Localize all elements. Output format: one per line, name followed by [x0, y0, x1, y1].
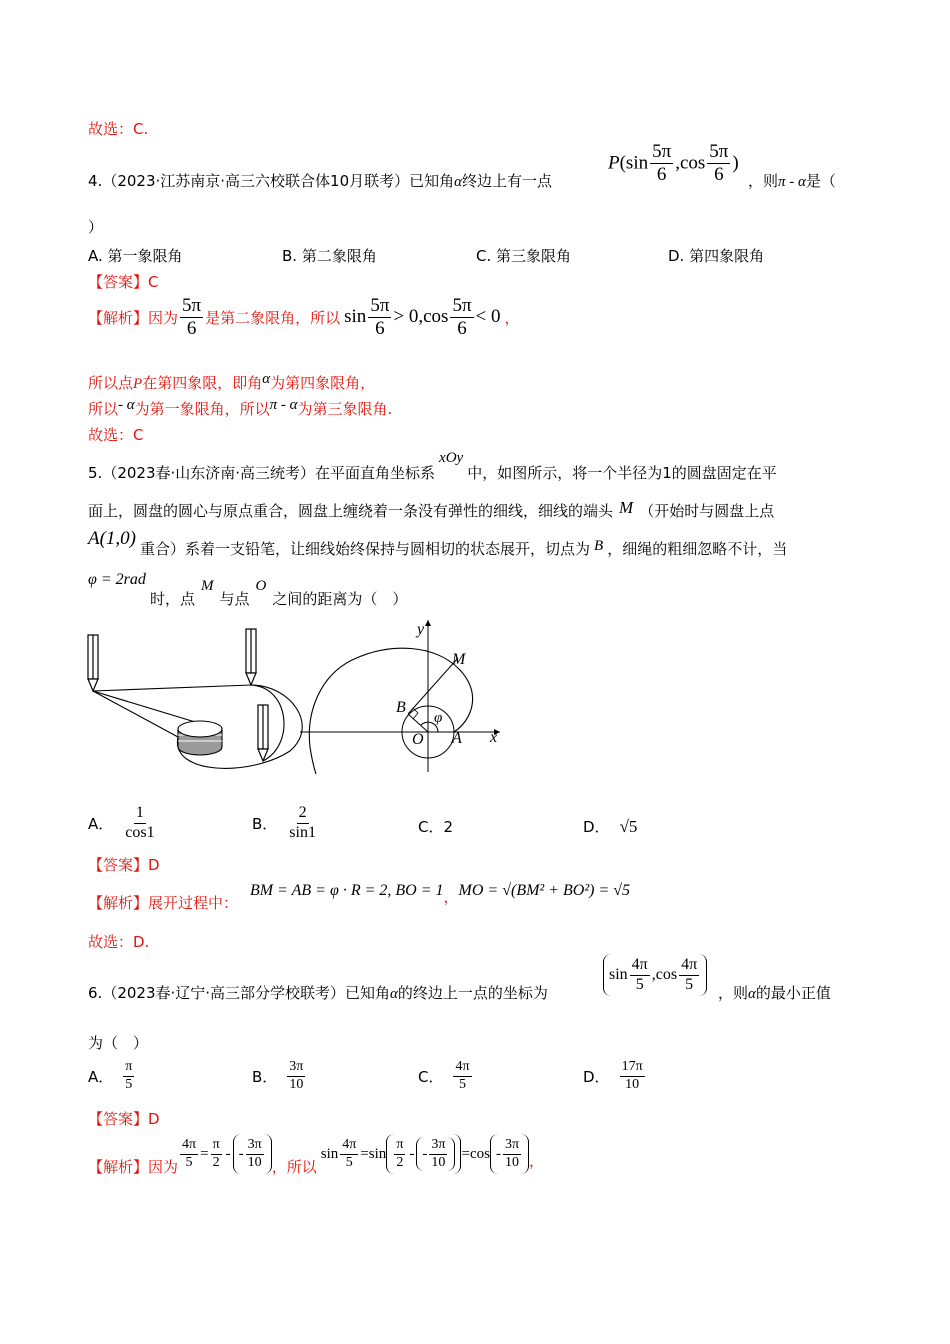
q5-option-b: B． $\frac{2}{\sin 1}$ — [252, 803, 316, 841]
q4-sin: (sin — [619, 152, 649, 174]
q5-M: M — [619, 498, 634, 517]
q4-exp-sin: sin — [344, 306, 367, 327]
q4-stem-b: 终边上有一点 — [462, 172, 553, 190]
q4-line2-alpha: α — [262, 371, 271, 387]
q6-answer: 【答案】D — [88, 1110, 160, 1128]
q4-exp-lt0: < 0 — [475, 306, 501, 327]
q6-stem-line2: 为（ ） — [88, 1034, 149, 1052]
q5-exp-formula1: BM = AB = φ · R = 2, BO = 1 — [250, 881, 444, 899]
q4-source: （2023·江苏南京·高三六校联合体10月联考） — [102, 172, 410, 190]
q4-choose: 故选：C — [88, 426, 144, 444]
q4-stem-d: 是（ — [805, 172, 836, 190]
q4-frac-5pi-6-a: $\frac{5\pi}{6}$ — [652, 141, 672, 185]
q4-exp-frac3: $\frac{5\pi}{6}$ — [452, 294, 472, 339]
q4-close-paren: ) — [732, 152, 739, 174]
q4-option-d: D. 第四象限角 — [668, 247, 765, 265]
q5-option-d: D． √5 — [583, 817, 638, 836]
q6-exp-mid: ，所以 — [271, 1157, 317, 1176]
q4-line2-P: P — [133, 376, 143, 392]
q5-option-c: C．2 — [418, 818, 454, 836]
q4-explanation-line1 — [88, 292, 520, 342]
q5-M2: M — [201, 578, 214, 594]
q6-option-b: B． $\frac{3\pi}{10}$ — [252, 1058, 304, 1092]
q4-alpha: α — [454, 174, 463, 190]
q3-choose: 故选：C. — [88, 120, 149, 138]
involute-curve — [309, 648, 472, 774]
disk-icon — [178, 721, 222, 755]
q4-stem-c: ，则 — [748, 172, 779, 190]
q4-exp-gt0-cos: > 0,cos — [393, 306, 449, 327]
q4-number: 4. — [88, 172, 103, 190]
q4-explanation-line2: 所以点P在第四象限，即角α为第四象限角， — [88, 371, 376, 392]
q5-xOy: xOy — [439, 450, 464, 466]
q4-answer: 【答案】C — [88, 273, 159, 291]
q5-source: （2023春·山东济南·高三统考） — [102, 464, 316, 482]
pencil-icon — [258, 705, 268, 761]
pencil-icon — [88, 635, 98, 691]
q4-exp-label: 【解析】因为 — [88, 308, 179, 327]
q5-option-a: A． $\frac{1}{\cos 1}$ — [88, 803, 155, 841]
q5-figure-diagram — [300, 612, 515, 777]
q4-option-b: B. 第二象限角 — [282, 247, 377, 265]
q5-stem-line2: 面上，圆盘的圆心与原点重合，圆盘上缠绕着一条没有弹性的细线，细线的端头 M （开始时与圆盘上点 — [88, 498, 775, 520]
q6-option-c: C． $\frac{4\pi}{5}$ — [418, 1058, 470, 1092]
q5-B: B — [594, 538, 604, 554]
q6-option-d: D． $\frac{17\pi}{10}$ — [583, 1058, 643, 1092]
q6-stem-line1: 6.（2023春·辽宁·高三部分学校联考）已知角α的终边上一点的坐标为 — [88, 984, 548, 1002]
q6-stem-tail: ，则α的最小正值 — [718, 984, 831, 1002]
q6-explanation: 【解析】因为 $\frac{4\pi}{5}$ = $\frac{\pi}{2}$ - - $\frac{3\pi}{10}$ ，所以 sin $\frac{4\pi}{5}$ = sin $\frac{\pi}{2}$ - - $\frac{3\pi}{10}$ = cos - $\frac{3\pi}{10}$ ， — [88, 1130, 544, 1178]
q6-source: （2023春·辽宁·高三部分学校联考） — [102, 984, 346, 1002]
q6-exp-label: 【解析】因为 — [88, 1157, 179, 1176]
label-phi: φ — [434, 710, 443, 726]
q4-explanation-line3: 所以- α为第一象限角，所以π - α为第三象限角. — [88, 397, 393, 418]
q5-stem-line4: 时，点M与点O之间的距离为（ ） — [150, 578, 408, 608]
q4-exp-frac: $\frac{5\pi}{6}$ — [182, 294, 202, 339]
q5-explanation: 【解析】展开过程中： BM = AB = φ · R = 2, BO = 1 ， MO = √(BM² + BO²) = √5 — [88, 881, 631, 912]
q5-phi-eq: φ = 2rad — [88, 571, 146, 588]
q5-exp-formula2: MO = √(BM² + BO²) = √5 — [458, 881, 631, 899]
q5-O: O — [255, 578, 267, 594]
label-x: x — [490, 729, 498, 746]
q4-exp-a: 是第二象限角，所以 — [205, 308, 341, 327]
q5-choose: 故选：D. — [88, 933, 150, 951]
q4-option-c: C. 第三象限角 — [476, 247, 572, 265]
q4-frac-5pi-6-b: $\frac{5\pi}{6}$ — [709, 141, 729, 185]
q4-line3-pi-alpha: π - α — [269, 397, 298, 413]
q5-answer: 【答案】D — [88, 856, 160, 874]
q4-exp-frac2: $\frac{5\pi}{6}$ — [370, 294, 390, 339]
q5-A10: A(1,0) — [88, 528, 137, 549]
q4-close-paren-line: ） — [88, 218, 104, 236]
q4-exp-comma: ， — [504, 308, 520, 327]
q5-stem-line3: A(1,0) 重合）系着一支铅笔，让细线始终保持与圆相切的状态展开，切点为 B ，细绳的粗细忽略不计，当 — [88, 528, 788, 558]
q4-stem-a: 已知角 — [409, 172, 455, 190]
q4-point-P: P — [608, 152, 620, 174]
q5-stem-line1: 5.（2023春·山东济南·高三统考）在平面直角坐标系xOy中，如图所示，将一个半径为1的圆盘固定在平 — [88, 450, 777, 482]
label-A: A — [452, 730, 462, 747]
q4-stem-tail — [748, 170, 836, 191]
pencil-icon — [246, 629, 256, 685]
q4-pi-minus-alpha: π - α — [778, 174, 806, 190]
q4-point-expression — [608, 142, 739, 185]
label-O: O — [412, 731, 424, 748]
label-B: B — [396, 699, 406, 716]
q5-exp-label: 【解析】展开过程中： — [88, 894, 239, 912]
label-y: y — [417, 621, 425, 638]
q4-cos: ,cos — [675, 152, 706, 174]
q6-option-a: A． $\frac{\pi}{5}$ — [88, 1058, 133, 1092]
q6-point-expression: sin $\frac{4\pi}{5}$ ,cos $\frac{4\pi}{5}$ — [603, 952, 707, 998]
q4-option-a: A. 第一象限角 — [88, 247, 183, 265]
label-M: M — [452, 651, 466, 668]
q4-stem-line1 — [88, 170, 552, 191]
q4-line3-neg-alpha: - α — [118, 397, 135, 413]
